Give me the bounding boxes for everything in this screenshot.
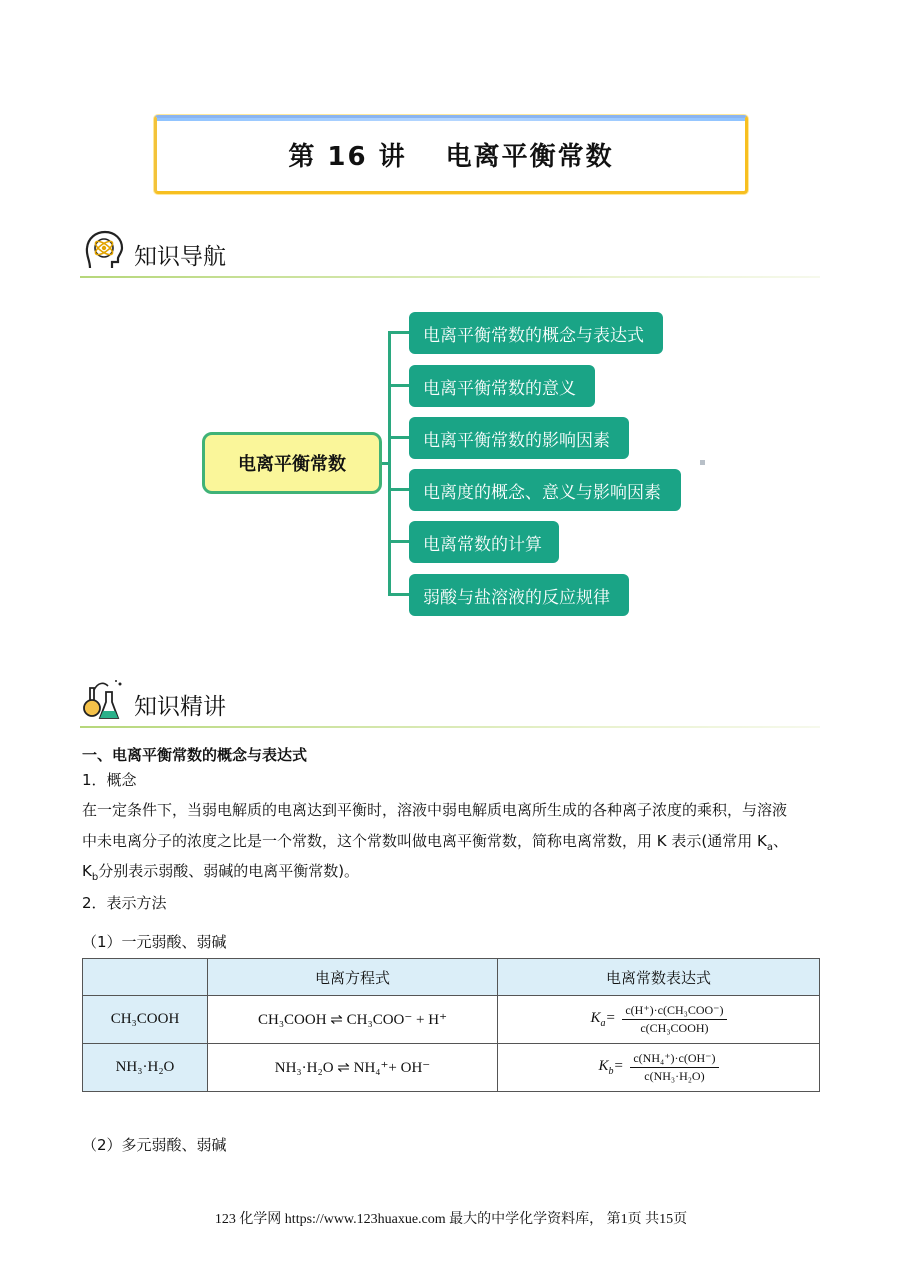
k-letter: K	[598, 1058, 609, 1074]
mindmap-connector	[388, 384, 409, 387]
paragraph-line-1: 在一定条件下，当弱电解质的电离达到平衡时，溶液中弱电解质电离所生成的各种离子浓度的乘积，与溶液	[82, 801, 788, 819]
subitem-polybasic: （2）多元弱酸、弱碱	[82, 1136, 227, 1154]
mindmap-connector	[388, 593, 409, 596]
ionization-table	[82, 958, 820, 1092]
table-header-cell	[83, 959, 208, 996]
lecture-section-rule	[80, 726, 820, 728]
subscript: a	[766, 842, 773, 853]
mindmap-branch-factors: 电离平衡常数的影响因素	[409, 417, 629, 459]
paragraph-line-2	[82, 831, 788, 858]
mindmap-branch-meaning: 电离平衡常数的意义	[409, 365, 595, 407]
mindmap-trunk	[388, 332, 391, 596]
table-header-cell: 电离方程式	[208, 959, 498, 996]
mindmap-branch-degree: 电离度的概念、意义与影响因素	[409, 469, 681, 511]
mindmap-connector	[388, 436, 409, 439]
paragraph-line-3	[82, 861, 359, 888]
mindmap-branch-calculation: 电离常数的计算	[409, 521, 559, 563]
table-header-cell: 电离常数表达式	[498, 959, 820, 996]
table-cell-expression	[498, 996, 820, 1044]
fraction-denominator: c(CH₃COOH)	[640, 1021, 709, 1035]
paragraph-text: 、	[772, 832, 788, 850]
paragraph-text: 分别表示弱酸、弱碱的电离平衡常数)。	[98, 862, 360, 880]
item-representation: 2．表示方法	[82, 894, 167, 912]
table-row	[83, 996, 820, 1044]
subscript: a	[600, 1018, 606, 1029]
constant-symbol: $K_a=$	[590, 1010, 616, 1029]
page-title: 第 16 讲 电离平衡常数	[288, 142, 614, 172]
lecture-section-title: 知识精讲	[134, 694, 226, 720]
head-brain-icon	[82, 228, 126, 272]
mindmap-connector	[388, 540, 409, 543]
decorative-mark	[700, 460, 705, 465]
paragraph-text: K	[82, 862, 92, 880]
mindmap-branch-concept: 电离平衡常数的概念与表达式	[409, 312, 663, 354]
table-header-row	[83, 959, 820, 996]
mindmap-branch-reaction: 弱酸与盐溶液的反应规律	[409, 574, 629, 616]
table-cell-expression	[498, 1044, 820, 1092]
fraction-denominator: c(NH₃·H₂O)	[644, 1069, 705, 1083]
mindmap-connector	[388, 488, 409, 491]
lab-flask-icon	[82, 678, 126, 722]
fraction-numerator: c(NH₄⁺)·c(OH⁻)	[630, 1051, 718, 1068]
table-cell-equation: CH₃COOH ⇌ CH₃COO⁻ + H⁺	[208, 996, 498, 1044]
item-concept: 1．概念	[82, 771, 137, 789]
subscript: b	[91, 872, 99, 883]
mindmap-center-node: 电离平衡常数	[202, 432, 382, 494]
lecture-section-header	[80, 678, 820, 728]
k-letter: K	[590, 1010, 601, 1026]
section-heading: 一、电离平衡常数的概念与表达式	[82, 746, 308, 764]
nav-section-rule	[80, 276, 820, 278]
constant-symbol: $K_b=$	[598, 1058, 624, 1077]
page-footer: 123 化学网 https://www.123huaxue.com 最大的中学化学资料库， 第1页 共15页	[214, 1212, 688, 1227]
fraction	[622, 1003, 726, 1036]
subscript: b	[608, 1066, 614, 1077]
table-cell-equation: NH₃·H₂O ⇌ NH₄⁺+ OH⁻	[208, 1044, 498, 1092]
subitem-monobasic: （1）一元弱酸、弱碱	[82, 933, 227, 951]
fraction-numerator: c(H⁺)·c(CH₃COO⁻)	[622, 1003, 726, 1020]
nav-section-title: 知识导航	[134, 244, 226, 270]
table-row	[83, 1044, 820, 1092]
mindmap-connector	[388, 331, 409, 334]
table-cell-species: NH₃·H₂O	[83, 1044, 208, 1092]
fraction	[630, 1051, 718, 1084]
paragraph-text: 中未电离分子的浓度之比是一个常数，这个常数叫做电离平衡常数，简称电离常数，用 K 表示(通常用 K	[82, 832, 767, 850]
table-cell-species: CH₃COOH	[83, 996, 208, 1044]
title-banner	[154, 115, 748, 194]
nav-section-header	[80, 228, 820, 278]
